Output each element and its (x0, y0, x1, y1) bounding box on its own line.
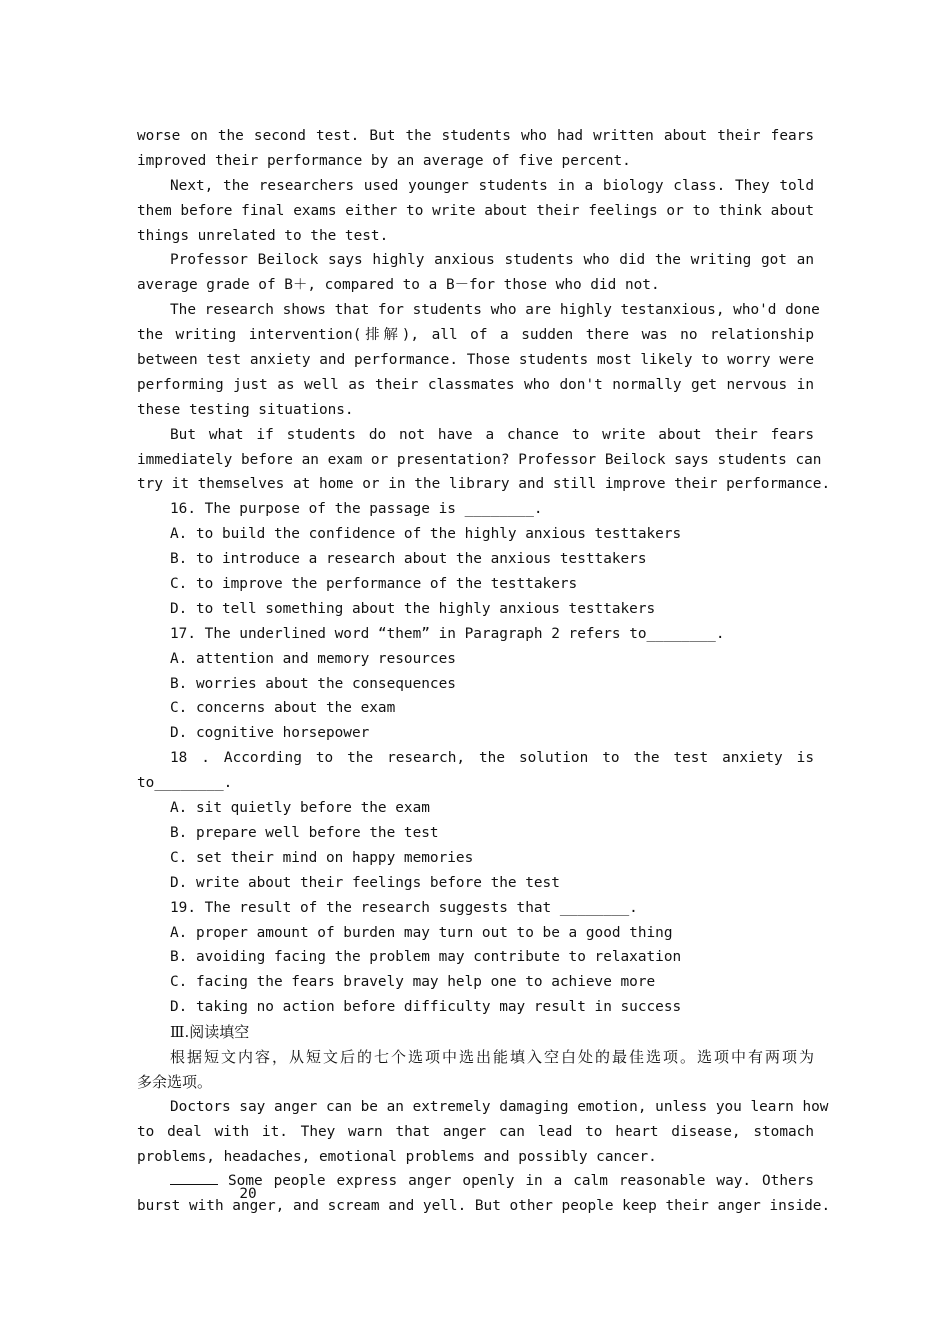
section-heading: Ⅲ.阅读填空 (170, 1023, 250, 1042)
answer-option[interactable]: B. prepare well before the test (170, 824, 439, 841)
question-18 (137, 746, 814, 895)
question-stem: 18 . According to the research, the solution to the test anxiety is (170, 750, 814, 767)
paragraph (137, 423, 831, 498)
question-stem: 19. The result of the research suggests that ________. (170, 899, 638, 916)
paragraph-line: try it themselves at home or in the library and still improve their performance. (137, 476, 831, 493)
paragraph-line: things unrelated to the test. (137, 227, 389, 244)
answer-option[interactable]: C. to improve the performance of the testtakers (170, 576, 578, 593)
paragraph-line: worse on the second test. But the students who had written about their fears (137, 128, 814, 144)
paragraph-line: these testing situations. (137, 401, 354, 418)
paragraph (137, 174, 814, 249)
section-3 (137, 1020, 814, 1095)
answer-option[interactable]: D. to tell something about the highly anxious testtakers (170, 600, 656, 617)
paragraph-line: The research shows that for students who are highly testanxious, who'd done (170, 302, 820, 319)
underlined-word: “them” (377, 625, 430, 642)
answer-option[interactable]: A. to build the confidence of the highly anxious testtakers (170, 526, 682, 543)
answer-option[interactable]: B. worries about the consequences (170, 675, 456, 692)
blank-20[interactable] (170, 1169, 257, 1203)
paragraph (137, 298, 820, 422)
paragraph-line: immediately before an exam or presentation? Professor Beilock says students can (137, 451, 822, 468)
paragraph (137, 124, 814, 174)
question-17 (137, 622, 814, 746)
paragraph (137, 248, 814, 298)
answer-option[interactable]: B. avoiding facing the problem may contribute to relaxation (170, 949, 682, 966)
passage2-line: burst with anger, and scream and yell. But other people keep their anger inside. (137, 1198, 831, 1215)
blank-number: 20 (239, 1186, 257, 1203)
answer-option[interactable]: B. to introduce a research about the anxious testtakers (170, 551, 647, 568)
passage2-line: Doctors say anger can be an extremely damaging emotion, unless you learn how (170, 1098, 829, 1115)
paragraph-line: performing just as well as their classmates who don't normally get nervous in (137, 376, 814, 393)
paragraph-line: between test anxiety and performance. Those students most likely to worry were (137, 352, 814, 369)
answer-option[interactable]: D. write about their feelings before the test (170, 874, 560, 891)
answer-option[interactable]: A. sit quietly before the exam (170, 800, 430, 817)
answer-option[interactable]: C. facing the fears bravely may help one to achieve more (170, 974, 656, 991)
paragraph-line: Next, the researchers used younger students in a biology class. They told (170, 177, 814, 194)
paragraph-line: But what if students do not have a chance to write about their fears (170, 426, 814, 443)
question-stem: to________. (137, 775, 233, 792)
paragraph-line: the writing intervention(排解), all of a sudden there was no relationship (137, 327, 814, 344)
paragraph-line: Professor Beilock says highly anxious students who did the writing got an (170, 252, 814, 269)
passage2-blank-line (137, 1169, 814, 1203)
passage2-line: to deal with it. They warn that anger can lead to heart disease, stomach (137, 1123, 814, 1140)
reading-passage (137, 124, 831, 497)
answer-option[interactable]: D. taking no action before difficulty may result in success (170, 999, 682, 1016)
passage2-line: Some people express anger openly in a calm reasonable way. Others (228, 1173, 814, 1190)
question-19 (137, 896, 814, 1020)
answer-option[interactable]: A. proper amount of burden may turn out to be a good thing (170, 924, 673, 941)
section-instruction-line-1: 根据短文内容，从短文后的七个选项中选出能填入空白处的最佳选项。选项中有两项为 (170, 1047, 814, 1066)
passage2-line: problems, headaches, emotional problems and possibly cancer. (137, 1148, 657, 1165)
document-page (137, 124, 831, 1219)
answer-option[interactable]: D. cognitive horsepower (170, 725, 370, 742)
question-stem: 17. The underlined word “them” in Paragraph 2 refers to________. (170, 625, 725, 642)
question-list (137, 497, 814, 1020)
answer-option[interactable]: A. attention and memory resources (170, 650, 456, 667)
question-16 (137, 497, 814, 621)
section-instruction-line-2: 多余选项。 (137, 1072, 213, 1091)
question-stem: 16. The purpose of the passage is ________. (170, 501, 543, 518)
paragraph-line: improved their performance by an average of five percent. (137, 152, 631, 169)
answer-option[interactable]: C. concerns about the exam (170, 700, 396, 717)
paragraph-line: them before final exams either to write about their feelings or to think about (137, 202, 814, 219)
cloze-passage (137, 1095, 831, 1219)
paragraph-line: average grade of B＋, compared to a B－for those who did not. (137, 277, 660, 294)
answer-option[interactable]: C. set their mind on happy memories (170, 849, 474, 866)
